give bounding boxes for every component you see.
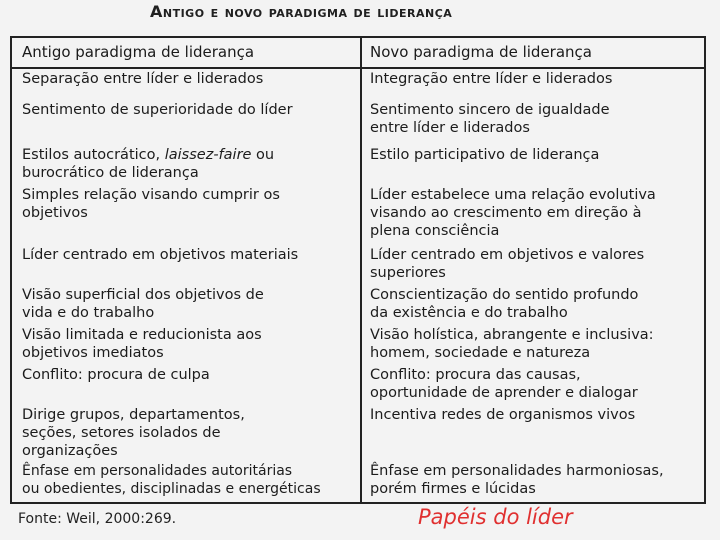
cell-old-7: Visão limitada e reducionista aos objetivos imediatos (22, 327, 262, 361)
cell-new-5: Líder centrado em objetivos e valores superiores (370, 247, 645, 281)
header-new-paradigm: Novo paradigma de liderança (370, 43, 592, 61)
cell-new-6: Conscientização do sentido profundo da existência e do trabalho (370, 287, 639, 321)
column-divider (360, 38, 362, 502)
paradigm-table (10, 36, 706, 504)
cell-old-6: Visão superficial dos objetivos de vida e do trabalho (22, 287, 264, 321)
cell-old-10: Ênfase em personalidades autoritárias ou obedientes, disciplinadas e energéticas (22, 463, 321, 497)
cell-old-3-pre: Estilos autocrático, (22, 147, 165, 163)
cell-old-3 (22, 146, 274, 182)
cell-old-3-italic: laissez-faire (164, 147, 252, 163)
cell-new-1: Integração entre líder e liderados (370, 71, 613, 87)
cell-new-4: Líder estabelece uma relação evolutiva visando ao crescimento em direção à plena consciência (370, 187, 656, 239)
cell-old-3-post: ou burocrático de liderança (22, 147, 275, 181)
slide-caption: Papéis do líder (418, 505, 573, 529)
cell-old-2: Sentimento de superioridade do líder (22, 102, 293, 118)
cell-old-5: Líder centrado em objetivos materiais (22, 247, 299, 263)
header-old-paradigm: Antigo paradigma de liderança (22, 43, 255, 61)
cell-new-3: Estilo participativo de liderança (370, 147, 600, 163)
cell-new-7: Visão holística, abrangente e inclusiva: homem, sociedade e natureza (370, 327, 654, 361)
cell-old-9: Dirige grupos, departamentos, seções, setores isolados de organizações (22, 407, 245, 459)
cell-new-10: Ênfase em personalidades harmoniosas, porém firmes e lúcidas (370, 463, 664, 497)
cell-new-2: Sentimento sincero de igualdade entre líder e liderados (370, 102, 610, 136)
cell-old-1: Separação entre líder e liderados (22, 71, 264, 87)
cell-old-4: Simples relação visando cumprir os objetivos (22, 187, 280, 221)
cell-new-9: Incentiva redes de organismos vivos (370, 407, 636, 423)
source-citation: Fonte: Weil, 2000:269. (18, 511, 177, 527)
cell-new-8: Conflito: procura das causas, oportunidade de aprender e dialogar (370, 367, 638, 401)
header-divider (12, 67, 704, 69)
page-title: Antigo e novo paradigma de liderança (150, 2, 453, 21)
cell-old-8: Conflito: procura de culpa (22, 367, 210, 383)
